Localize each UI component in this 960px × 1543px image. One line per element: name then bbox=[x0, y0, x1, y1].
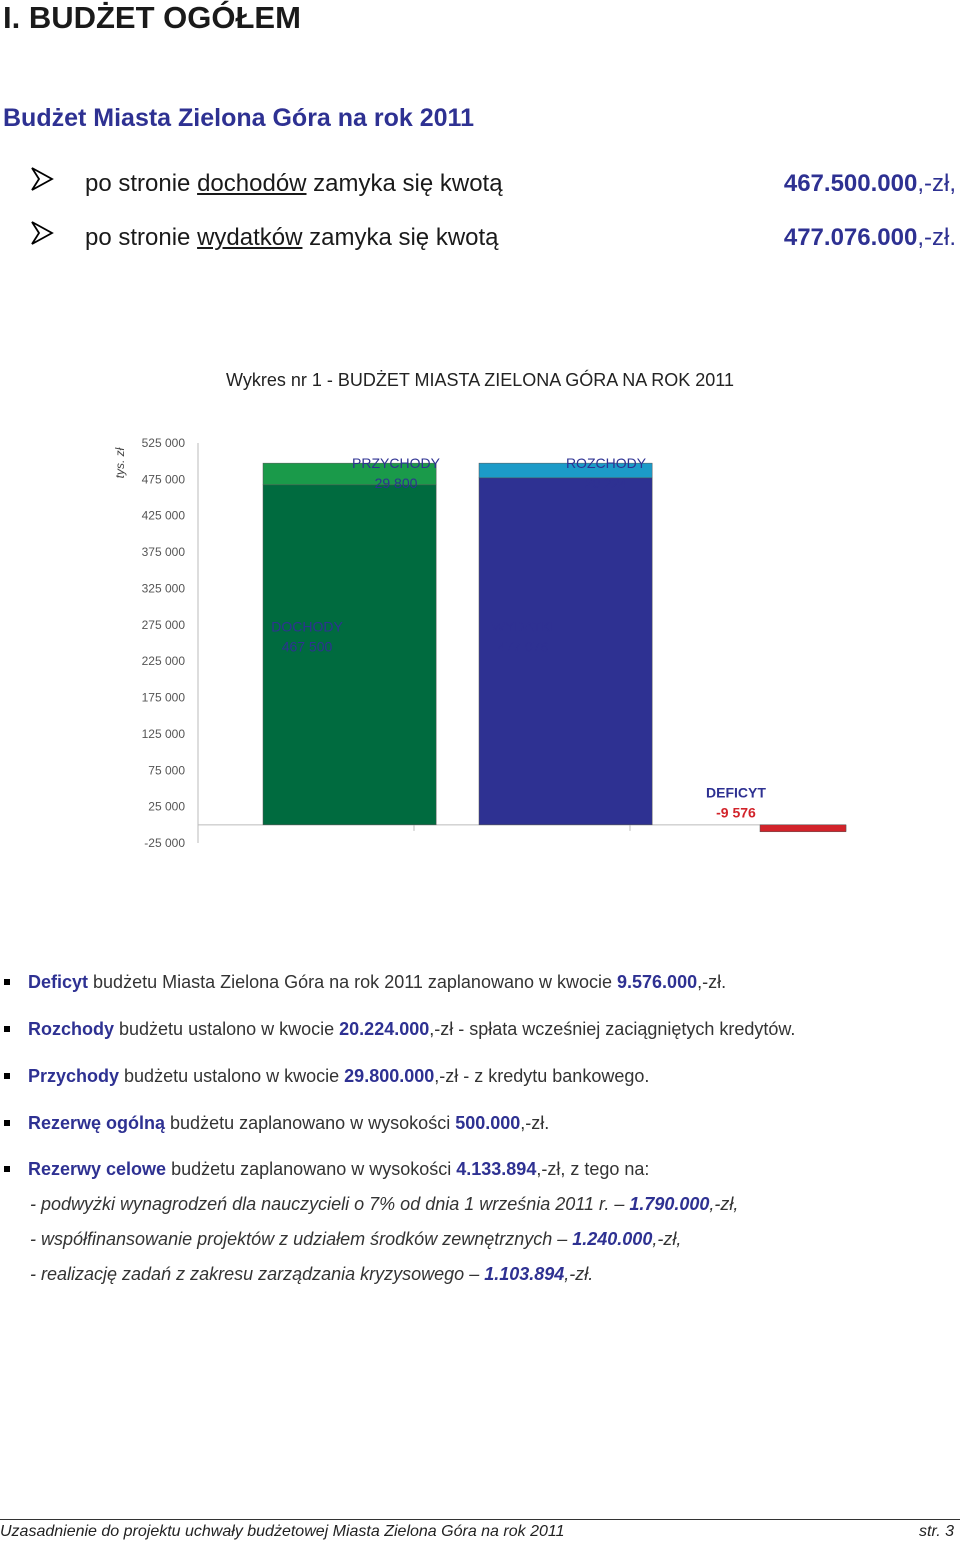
square-bullet-icon bbox=[4, 1026, 10, 1032]
summary-amount: 477.076.000,-zł. bbox=[783, 224, 956, 251]
y-tick-label: -25 000 bbox=[144, 836, 185, 850]
page-subheading: Budżet Miasta Zielona Góra na rok 2011 bbox=[3, 104, 474, 132]
square-bullet-icon bbox=[4, 979, 10, 985]
square-bullet-icon bbox=[4, 1120, 10, 1126]
summary-amount: 467.500.000,-zł, bbox=[783, 170, 956, 197]
bar-value-label: 20 224 bbox=[584, 475, 628, 492]
summary-text: po stronie wydatków zamyka się kwotą bbox=[85, 224, 499, 251]
y-tick-label: 425 000 bbox=[141, 508, 185, 523]
y-tick-label: 475 000 bbox=[141, 472, 185, 487]
arrow-bullet-icon bbox=[30, 164, 54, 194]
bar-label: DOCHODY bbox=[271, 618, 343, 635]
footer-page-number: str. 3 bbox=[919, 1523, 954, 1540]
chart-title: Wykres nr 1 - BUDŻET MIASTA ZIELONA GÓRA NA ROK 2011 bbox=[226, 370, 734, 390]
bar-label: PRZYCHODY bbox=[352, 455, 440, 472]
bar-label: DEFICYT bbox=[706, 784, 766, 801]
y-tick-label: 125 000 bbox=[141, 726, 185, 741]
bar-value-label: 29 800 bbox=[374, 475, 418, 492]
footer-document-title: Uzasadnienie do projektu uchwały budżetowej Miasta Zielona Góra na rok 2011 bbox=[0, 1523, 565, 1540]
y-tick-label: 175 000 bbox=[141, 690, 185, 705]
bar-value-label: -9 576 bbox=[716, 804, 756, 821]
budget-bar-chart bbox=[0, 420, 960, 870]
bar-value-label: 467 500 bbox=[281, 638, 333, 655]
y-axis-label: tys. zł bbox=[113, 447, 127, 479]
page-heading: I. BUDŻET OGÓŁEM bbox=[3, 0, 301, 35]
y-tick-label: 75 000 bbox=[148, 763, 185, 778]
reserve-item: - podwyżki wynagrodzeń dla nauczycieli o 7% od dnia 1 września 2011 r. – 1.790.000,-zł, bbox=[30, 1194, 739, 1214]
y-tick-label: 25 000 bbox=[148, 799, 185, 814]
summary-text: po stronie dochodów zamyka się kwotą bbox=[85, 170, 503, 197]
y-tick-label: 375 000 bbox=[141, 545, 185, 560]
bar-value-label: 477 076 bbox=[497, 638, 549, 655]
square-bullet-icon bbox=[4, 1073, 10, 1079]
y-tick-label: 275 000 bbox=[141, 617, 185, 632]
square-bullet-icon bbox=[4, 1166, 10, 1172]
arrow-bullet-icon bbox=[30, 218, 54, 248]
y-tick-label: 525 000 bbox=[141, 436, 185, 450]
reserve-item: - realizację zadań z zakresu zarządzania kryzysowego – 1.103.894,-zł. bbox=[30, 1264, 594, 1284]
bar-label: WYDATKI bbox=[491, 618, 555, 635]
reserve-item: - współfinansowanie projektów z udziałem środków zewnętrznych – 1.240.000,-zł, bbox=[30, 1229, 682, 1249]
bar-deficyt bbox=[760, 825, 846, 832]
footer-divider bbox=[0, 1519, 960, 1520]
bar-label: ROZCHODY bbox=[565, 455, 647, 472]
y-tick-label: 325 000 bbox=[141, 581, 185, 596]
bar-dochody bbox=[263, 485, 436, 825]
y-tick-label: 225 000 bbox=[141, 654, 185, 669]
